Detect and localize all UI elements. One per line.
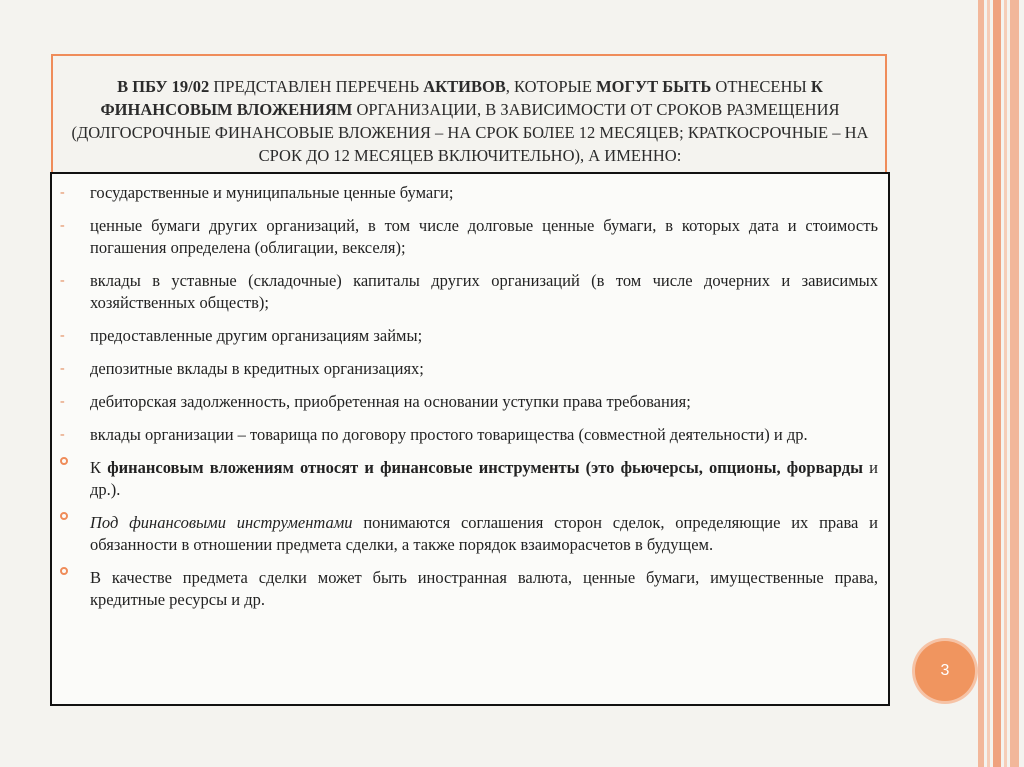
dash-bullet-icon: - <box>60 427 65 442</box>
asset-list <box>60 182 878 622</box>
list-item <box>60 325 878 347</box>
decor-stripe <box>1004 0 1007 767</box>
decor-stripe <box>1010 0 1019 767</box>
note-text: понимаются соглашения сторон сделок, определяющие их права и обязанности в отношении предмета сделки, а также порядок взаиморасчетов в будущем. <box>90 513 879 554</box>
title-part: АКТИВОВ <box>423 77 506 96</box>
list-item-text: вклады организации – товарища по договору простого товарищества (совместной деятельности) и др. <box>90 425 808 444</box>
list-item-text: депозитные вклады в кредитных организациях; <box>90 359 424 378</box>
note-text-italic: Под финансовыми инструментами <box>90 513 353 532</box>
list-item-text: предоставленные другим организациям займы; <box>90 326 423 345</box>
note-item <box>60 567 878 611</box>
decor-stripe <box>978 0 984 767</box>
title-part: , КОТОРЫЕ <box>505 77 597 96</box>
note-text: К <box>90 458 108 477</box>
note-text-bold: финансовым вложениям относят и финансовые инструменты (это фьючерсы, опционы, форварды <box>107 458 863 477</box>
list-item <box>60 424 878 446</box>
title-part: МОГУТ БЫТЬ <box>596 77 712 96</box>
list-item <box>60 182 878 204</box>
dash-bullet-icon: - <box>60 394 65 409</box>
ring-bullet-icon <box>60 457 68 465</box>
list-item-text: государственные и муниципальные ценные бумаги; <box>90 183 454 202</box>
note-text: и др.). <box>90 458 878 499</box>
note-item <box>60 457 878 501</box>
dash-bullet-icon: - <box>60 328 65 343</box>
title-part: ОРГАНИЗАЦИИ, В ЗАВИСИМОСТИ ОТ СРОКОВ РАЗМЕЩЕНИЯ (ДОЛГОСРОЧНЫЕ ФИНАНСОВЫЕ ВЛОЖЕНИЯ – НА СРОК БОЛЕЕ 12 МЕСЯЦЕВ; КРАТКОСРОЧНЫЕ – НА СРОК ДО 12 МЕСЯЦЕВ ВКЛЮЧИТЕЛЬНО), А ИМЕННО: <box>71 100 869 165</box>
list-item <box>60 391 878 413</box>
title-part: В ПБУ 19/02 <box>117 77 210 96</box>
list-item <box>60 270 878 314</box>
dash-bullet-icon: - <box>60 361 65 376</box>
title-part: К ФИНАНСОВЫМ ВЛОЖЕНИЯМ <box>100 77 823 119</box>
list-item-text: вклады в уставные (складочные) капиталы других организаций (в том числе дочерних и зависимых хозяйственных обществ); <box>90 271 878 312</box>
decor-stripe <box>993 0 1001 767</box>
list-item <box>60 215 878 259</box>
list-item <box>60 358 878 380</box>
dash-bullet-icon: - <box>60 273 65 288</box>
note-text: В качестве предмета сделки может быть иностранная валюта, ценные бумаги, имущественные права, кредитные ресурсы и др. <box>90 568 878 609</box>
dash-bullet-icon: - <box>60 218 65 233</box>
slide-title <box>60 75 880 167</box>
list-item-text: дебиторская задолженность, приобретенная на основании уступки права требования; <box>90 392 691 411</box>
note-item <box>60 512 878 556</box>
decor-stripe <box>987 0 990 767</box>
title-part: ПРЕДСТАВЛЕН ПЕРЕЧЕНЬ <box>209 77 424 96</box>
slide-number-badge: 3 <box>915 641 975 701</box>
title-part: ОТНЕСЕНЫ <box>711 77 811 96</box>
dash-bullet-icon: - <box>60 185 65 200</box>
ring-bullet-icon <box>60 567 68 575</box>
list-item-text: ценные бумаги других организаций, в том числе долговые ценные бумаги, в которых дата и стоимость погашения определена (облигации, векселя); <box>90 216 878 257</box>
ring-bullet-icon <box>60 512 68 520</box>
